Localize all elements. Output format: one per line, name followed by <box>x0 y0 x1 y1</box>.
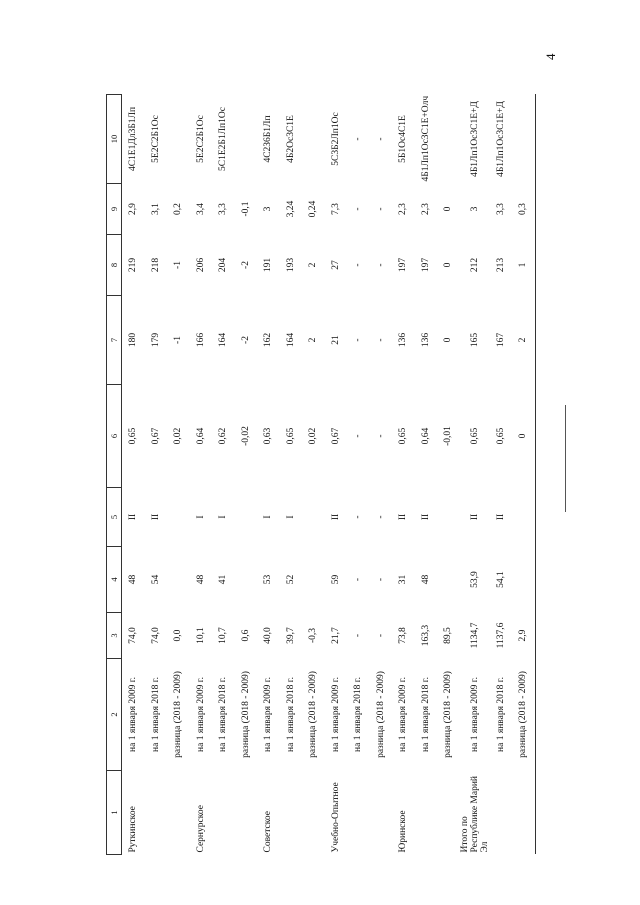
district-name: Советское <box>263 811 274 853</box>
district-name <box>145 771 168 855</box>
cell-col-10 <box>512 95 535 184</box>
cell-col-8: 193 <box>285 257 296 273</box>
period-label: на 1 января 2009 г. <box>263 677 274 752</box>
table-row <box>370 95 393 855</box>
cell-col-9: 3 <box>263 206 274 212</box>
cell-col-7: 180 <box>128 332 139 348</box>
column-header-9: 9 <box>107 184 122 235</box>
period-label: разница (2018 - 2009) <box>443 671 454 758</box>
cell-col-7: 166 <box>195 332 206 348</box>
period-label: на 1 января 2018 г. <box>150 677 161 752</box>
cell-col-6: 0,65 <box>495 427 506 445</box>
district-name: Руткинское <box>128 806 139 853</box>
cell-col-5: II <box>469 513 480 521</box>
column-header-10: 10 <box>107 95 122 184</box>
table-row <box>460 95 490 855</box>
cell-col-5 <box>512 488 535 547</box>
table-row <box>347 95 370 855</box>
cell-col-6: 0,65 <box>398 427 409 445</box>
cell-col-8: -1 <box>173 261 184 269</box>
table-row <box>235 95 258 855</box>
table-row <box>392 95 415 855</box>
cell-col-3: 1134,7 <box>469 622 480 649</box>
cell-col-4: 31 <box>398 574 409 585</box>
cell-col-6: 0,62 <box>218 427 229 445</box>
table-row <box>257 95 280 855</box>
cell-col-3: 73,8 <box>398 627 409 644</box>
cell-col-7: 164 <box>285 332 296 348</box>
district-name: Сернурское <box>195 805 206 853</box>
cell-col-9: 3 <box>469 206 480 212</box>
cell-col-4: 53 <box>263 574 274 585</box>
cell-col-8: 219 <box>128 257 139 273</box>
period-label: на 1 января 2018 г. <box>353 677 364 752</box>
cell-col-4: 41 <box>218 574 229 585</box>
cell-col-10: 4Б2Ос3С1Е <box>285 115 296 163</box>
cell-col-9: 7,3 <box>330 203 341 215</box>
cell-col-7: 162 <box>263 332 274 348</box>
cell-col-4: - <box>353 577 364 582</box>
cell-col-5: - <box>375 515 386 519</box>
cell-col-10 <box>235 95 258 184</box>
table-row <box>280 95 303 855</box>
cell-col-4: 53,9 <box>469 571 480 588</box>
cell-col-10: 4Б1Лп1Ос3С1Е+Олч <box>420 95 431 182</box>
cell-col-6: 0,65 <box>469 427 480 445</box>
cell-col-8: - <box>353 263 364 267</box>
cell-col-9: - <box>353 207 364 211</box>
period-label: на 1 января 2018 г. <box>218 677 229 752</box>
cell-col-9: 2,3 <box>420 203 431 215</box>
cell-col-3: 10,7 <box>218 627 229 644</box>
cell-col-3: 39,7 <box>285 627 296 644</box>
period-label: на 1 января 2009 г. <box>469 677 480 752</box>
cell-col-5: I <box>218 515 229 519</box>
cell-col-3: -0,3 <box>308 627 319 644</box>
cell-col-7: 167 <box>495 332 506 348</box>
cell-col-7: 21 <box>330 335 341 345</box>
cell-col-7: 0 <box>443 337 454 343</box>
cell-col-7: 179 <box>150 332 161 348</box>
cell-col-6: 0,65 <box>285 427 296 445</box>
district-name: Учебно-Опытное <box>330 782 341 853</box>
cell-col-4: 48 <box>195 574 206 585</box>
cell-col-3: 74,0 <box>128 627 139 644</box>
cell-col-3: 1137,6 <box>495 622 506 649</box>
district-name <box>212 771 235 855</box>
cell-col-6: 0 <box>512 385 535 488</box>
cell-col-6: -0,02 <box>240 426 251 446</box>
table-row <box>190 95 213 855</box>
cell-col-5 <box>437 488 460 547</box>
district-name <box>280 771 303 855</box>
cell-col-3: 0,6 <box>240 629 251 642</box>
cell-col-9: 0 <box>443 206 454 212</box>
cell-col-8: 0 <box>443 262 454 268</box>
cell-col-8: 1 <box>512 235 535 296</box>
cell-col-7: 136 <box>398 332 409 348</box>
cell-col-10: 5Б1Ос4С1Е <box>398 115 409 163</box>
period-label: разница (2018 - 2009) <box>173 671 184 758</box>
cell-col-3: 74,0 <box>150 627 161 644</box>
cell-col-5 <box>235 488 258 547</box>
cell-col-7: - <box>375 338 386 342</box>
table-row <box>490 95 513 855</box>
cell-col-5: II <box>495 513 506 521</box>
cell-col-6: - <box>353 434 364 438</box>
cell-col-10 <box>167 95 190 184</box>
cell-col-10: 5С3Б2Лп1Ос <box>330 112 341 166</box>
cell-col-9: 3,1 <box>150 203 161 215</box>
district-name <box>437 771 460 855</box>
cell-col-9: - <box>375 207 386 211</box>
cell-col-8: 191 <box>263 257 274 273</box>
cell-col-3: - <box>375 633 386 638</box>
table-row <box>325 95 348 855</box>
cell-col-5: II <box>128 513 139 521</box>
cell-col-8: - <box>375 263 386 267</box>
cell-col-4 <box>437 547 460 613</box>
district-name <box>512 771 535 855</box>
cell-col-6: 0,67 <box>150 427 161 445</box>
cell-col-6: 0,02 <box>308 427 319 445</box>
cell-col-4 <box>302 547 325 613</box>
cell-col-10: - <box>375 137 386 141</box>
cell-col-3: 21,7 <box>330 627 341 644</box>
column-header-2: 2 <box>107 659 122 771</box>
table-row <box>512 95 535 855</box>
cell-col-7: -1 <box>173 336 184 344</box>
cell-col-8: 204 <box>218 257 229 273</box>
period-label: на 1 января 2018 г. <box>420 677 431 752</box>
cell-col-6: 0,64 <box>195 427 206 445</box>
cell-col-6: -0,01 <box>443 426 454 446</box>
cell-col-9: 0,3 <box>512 184 535 235</box>
cell-col-6: 0,02 <box>173 427 184 445</box>
cell-col-4: 54 <box>150 574 161 585</box>
cell-col-4: 48 <box>420 574 431 585</box>
cell-col-4 <box>167 547 190 613</box>
cell-col-8: 197 <box>398 257 409 273</box>
table-row <box>145 95 168 855</box>
cell-col-9: 2,3 <box>398 203 409 215</box>
cell-col-9: -0,1 <box>240 201 251 217</box>
cell-col-3: 89,5 <box>443 627 454 644</box>
cell-col-8: 212 <box>469 257 480 273</box>
cell-col-4: 54,1 <box>495 571 506 588</box>
cell-col-10 <box>302 95 325 184</box>
column-header-7: 7 <box>107 296 122 385</box>
cell-col-3: 10,1 <box>195 627 206 644</box>
cell-col-6: 0,63 <box>263 427 274 445</box>
cell-col-9: 3,3 <box>495 203 506 215</box>
cell-col-9: 3,24 <box>285 200 296 218</box>
rotated-table-container <box>106 95 536 855</box>
district-name <box>415 771 438 855</box>
table-row <box>122 95 145 855</box>
cell-col-8: 213 <box>495 257 506 273</box>
cell-col-5: II <box>330 513 341 521</box>
cell-col-7: 2 <box>512 296 535 385</box>
cell-col-8: 2 <box>308 262 319 268</box>
cell-col-10: - <box>353 137 364 141</box>
cell-col-5 <box>302 488 325 547</box>
period-label: на 1 января 2009 г. <box>398 677 409 752</box>
column-header-6: 6 <box>107 385 122 488</box>
cell-col-6: 0,65 <box>128 427 139 445</box>
cell-col-4: 48 <box>128 574 139 585</box>
column-header-8: 8 <box>107 235 122 296</box>
signature-line <box>565 405 566 512</box>
cell-col-9: 2,9 <box>128 203 139 215</box>
cell-col-9: 0,2 <box>173 203 184 215</box>
cell-col-4 <box>512 547 535 613</box>
cell-col-7: 136 <box>420 332 431 348</box>
cell-col-10: 4С1Е1Дл3Б1Лп <box>128 106 139 172</box>
cell-col-10: 4Б1Лп1Ос3С1Е+Д <box>495 101 506 177</box>
cell-col-8: -2 <box>240 261 251 269</box>
period-label: разница (2018 - 2009) <box>512 659 535 771</box>
district-name: Итого по Республике Марий Эл <box>459 775 490 853</box>
cell-col-5: I <box>263 515 274 519</box>
cell-col-9: 3,3 <box>218 203 229 215</box>
cell-col-3: 0,0 <box>173 629 184 642</box>
district-name <box>490 771 513 855</box>
column-header-1: 1 <box>107 771 122 855</box>
cell-col-10: 4С2З6Б1Лп <box>263 115 274 163</box>
cell-col-10: 5Е2С2Б1Ос <box>195 115 206 163</box>
header-row <box>107 95 122 855</box>
cell-col-9: 3,4 <box>195 203 206 215</box>
cell-col-3: - <box>353 633 364 638</box>
cell-col-5: I <box>285 515 296 519</box>
table-row <box>302 95 325 855</box>
cell-col-7: 164 <box>218 332 229 348</box>
cell-col-4: 59 <box>330 574 341 585</box>
forest-stats-table <box>106 94 536 855</box>
period-label: на 1 января 2018 г. <box>495 677 506 752</box>
district-name <box>370 771 393 855</box>
cell-col-5: I <box>195 515 206 519</box>
cell-col-7: 165 <box>469 332 480 348</box>
period-label: разница (2018 - 2009) <box>375 671 386 758</box>
district-name <box>235 771 258 855</box>
cell-col-5 <box>167 488 190 547</box>
table-row <box>212 95 235 855</box>
period-label: на 1 января 2009 г. <box>195 677 206 752</box>
period-label: разница (2018 - 2009) <box>308 671 319 758</box>
table-row <box>167 95 190 855</box>
cell-col-7: -2 <box>240 336 251 344</box>
cell-col-4 <box>235 547 258 613</box>
cell-col-7: 2 <box>308 337 319 343</box>
cell-col-10: 5Е2С2Б1Ос <box>150 115 161 163</box>
cell-col-8: 197 <box>420 257 431 273</box>
cell-col-6: - <box>375 434 386 438</box>
district-name <box>302 771 325 855</box>
district-name: Юринское <box>398 810 409 853</box>
cell-col-5: II <box>150 513 161 521</box>
table-row <box>437 95 460 855</box>
district-name <box>347 771 370 855</box>
page-number: 4 <box>543 53 558 60</box>
period-label: разница (2018 - 2009) <box>240 671 251 758</box>
period-label: на 1 января 2018 г. <box>285 677 296 752</box>
cell-col-9: 0,24 <box>308 200 319 218</box>
cell-col-7: - <box>353 338 364 342</box>
period-label: на 1 января 2009 г. <box>128 677 139 752</box>
district-name <box>167 771 190 855</box>
column-header-4: 4 <box>107 547 122 613</box>
cell-col-5: - <box>353 515 364 519</box>
period-label: на 1 января 2009 г. <box>330 677 341 752</box>
cell-col-8: 27 <box>330 260 341 270</box>
cell-col-3: 40,0 <box>263 627 274 644</box>
cell-col-3: 163,3 <box>420 624 431 647</box>
cell-col-4: 52 <box>285 574 296 585</box>
column-header-3: 3 <box>107 613 122 659</box>
table-row <box>415 95 438 855</box>
cell-col-8: 206 <box>195 257 206 273</box>
cell-col-3: 2,9 <box>512 613 535 659</box>
cell-col-10 <box>437 95 460 184</box>
cell-col-8: 218 <box>150 257 161 273</box>
column-header-5: 5 <box>107 488 122 547</box>
table-body <box>122 95 536 855</box>
cell-col-6: 0,64 <box>420 427 431 445</box>
cell-col-5: II <box>420 513 431 521</box>
cell-col-5: II <box>398 513 409 521</box>
cell-col-10: 4Б1Лп1Ос3С1Е+Д <box>469 101 480 177</box>
cell-col-6: 0,67 <box>330 427 341 445</box>
cell-col-4: - <box>375 577 386 582</box>
cell-col-10: 5С1Е2Б1Лп1Ос <box>218 107 229 171</box>
